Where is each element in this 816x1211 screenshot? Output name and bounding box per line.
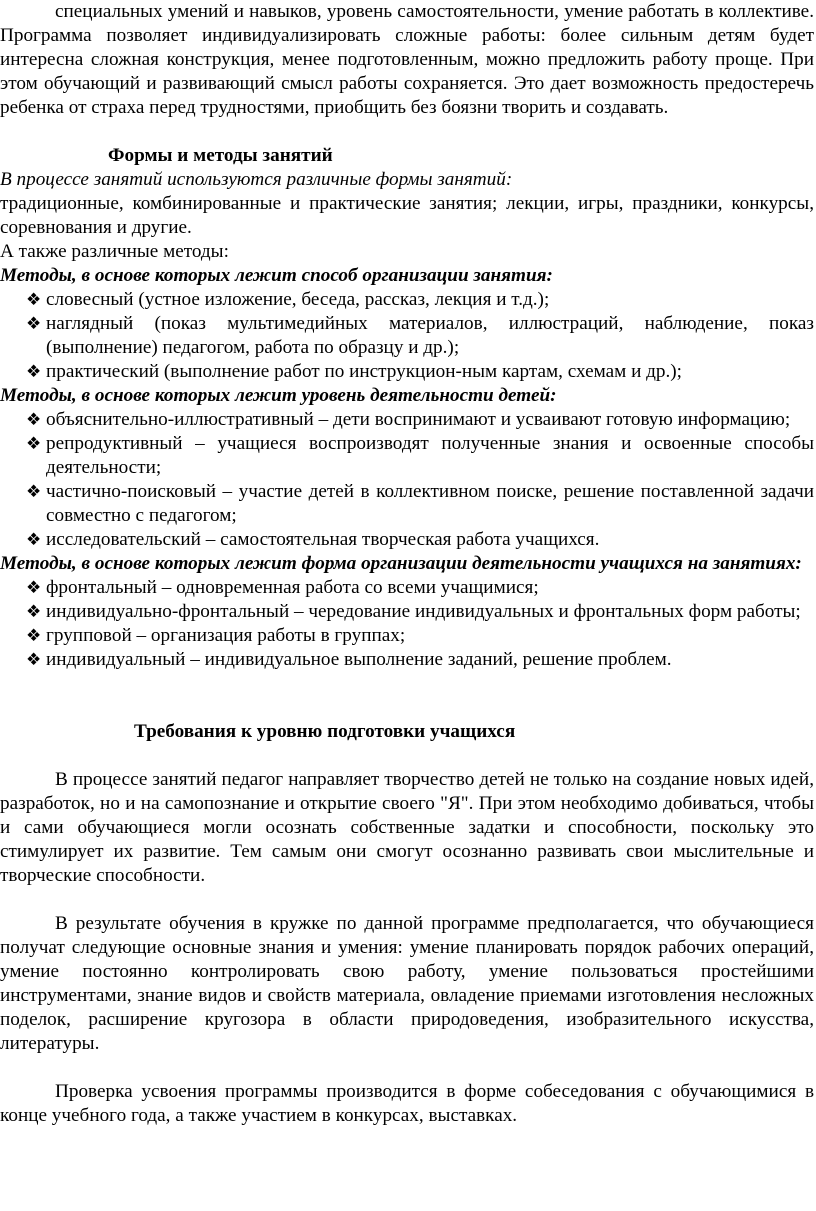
requirements-paragraph: В процессе занятий педагог направляет творчество детей не только на создание новых идей, разработок, но и на самопознание и открытие своего "Я". При этом необходимо добиваться, чтобы и сами обучающиеся могли осознать собственные задатки и способности, поскольку это стимулирует их развитие. Тем самым они смогут осознанно развивать свои мыслительные и творческие способности. — [0, 769, 814, 886]
spacer — [0, 744, 814, 768]
diamond-bullet-icon: ❖ — [26, 530, 42, 549]
heading-forms-methods: Формы и методы занятий — [108, 145, 333, 166]
diamond-bullet-icon: ❖ — [26, 410, 42, 429]
method-list — [0, 288, 814, 384]
list-item: ❖ групповой – организация работы в группах; — [26, 625, 406, 646]
list-item: ❖ репродуктивный – учащиеся воспроизводят полученные знания и освоенные способы деятельности; — [26, 433, 814, 478]
spacer — [0, 888, 814, 912]
list-item: ❖ наглядный (показ мультимедийных материалов, иллюстраций, наблюдение, показ (выполнение) педагогом, работа по образцу и др.); — [26, 313, 814, 358]
diamond-bullet-icon: ❖ — [26, 650, 42, 669]
diamond-bullet-icon: ❖ — [26, 602, 42, 621]
method-group-heading: Методы, в основе которых лежит уровень деятельности детей: — [0, 385, 557, 406]
methods-also: А также различные методы: — [0, 241, 229, 262]
forms-intro: В процессе занятий используются различные формы занятий: — [0, 169, 513, 190]
diamond-bullet-icon: ❖ — [26, 290, 42, 309]
heading-requirements: Требования к уровню подготовки учащихся — [134, 721, 516, 742]
diamond-bullet-icon: ❖ — [26, 482, 42, 501]
diamond-bullet-icon: ❖ — [26, 314, 42, 333]
method-group-heading: Методы, в основе которых лежит способ организации занятия: — [0, 265, 553, 286]
list-item: ❖ исследовательский – самостоятельная творческая работа учащихся. — [26, 529, 600, 550]
diamond-bullet-icon: ❖ — [26, 626, 42, 645]
diamond-bullet-icon: ❖ — [26, 362, 42, 381]
list-item: ❖ частично-поисковый – участие детей в коллективном поиске, решение поставленной задачи совместно с педагогом; — [26, 481, 814, 526]
results-paragraph: В результате обучения в кружке по данной программе предполагается, что обучающиеся получат следующие основные знания и умения: умение планировать порядок рабочих операций, умение постоянно контролировать свою работу, умение пользоваться простейшими инструментами, знание видов и свойств материала, овладение приемами изготовления несложных поделок, расширение кругозора в области природоведения, изобразительного искусства, литературы. — [0, 913, 814, 1054]
list-item: ❖ объяснительно-иллюстративный – дети воспринимают и усваивают готовую информацию; — [26, 409, 791, 430]
paragraph-intro: специальных умений и навыков, уровень самостоятельности, умение работать в коллективе. Программа позволяет индивидуализировать сложные работы: более сильным детям будет интересна сложная конструкция, менее подготовленным, можно предложить работу проще. При этом обучающий и развивающий смысл работы сохраняется. Это дает возможность предостеречь ребенка от страха перед трудностями, приобщить без боязни творить и создавать. — [0, 1, 814, 118]
assessment-paragraph: Проверка усвоения программы производится в форме собеседования с обучающимися в конце учебного года, а также участием в конкурсах, выставках. — [0, 1081, 814, 1126]
diamond-bullet-icon: ❖ — [26, 578, 42, 597]
list-item: ❖ индивидуально-фронтальный – чередование индивидуальных и фронтальных форм работы; — [26, 601, 801, 622]
method-list — [0, 576, 814, 672]
method-list — [0, 408, 814, 552]
list-item: ❖ фронтальный – одновременная работа со всеми учащимися; — [26, 577, 539, 598]
diamond-bullet-icon: ❖ — [26, 434, 42, 453]
list-item: ❖ практический (выполнение работ по инструкцион-ным картам, схемам и др.); — [26, 361, 683, 382]
list-item: ❖ словесный (устное изложение, беседа, рассказ, лекция и т.д.); — [26, 289, 550, 310]
list-item: ❖ индивидуальный – индивидуальное выполнение заданий, решение проблем. — [26, 649, 672, 670]
spacer — [0, 1056, 814, 1080]
forms-list-text: традиционные, комбинированные и практические занятия; лекции, игры, праздники, конкурсы, соревнования и другие. — [0, 193, 814, 238]
method-group-heading: Методы, в основе которых лежит форма организации деятельности учащихся на занятиях: — [0, 553, 802, 574]
